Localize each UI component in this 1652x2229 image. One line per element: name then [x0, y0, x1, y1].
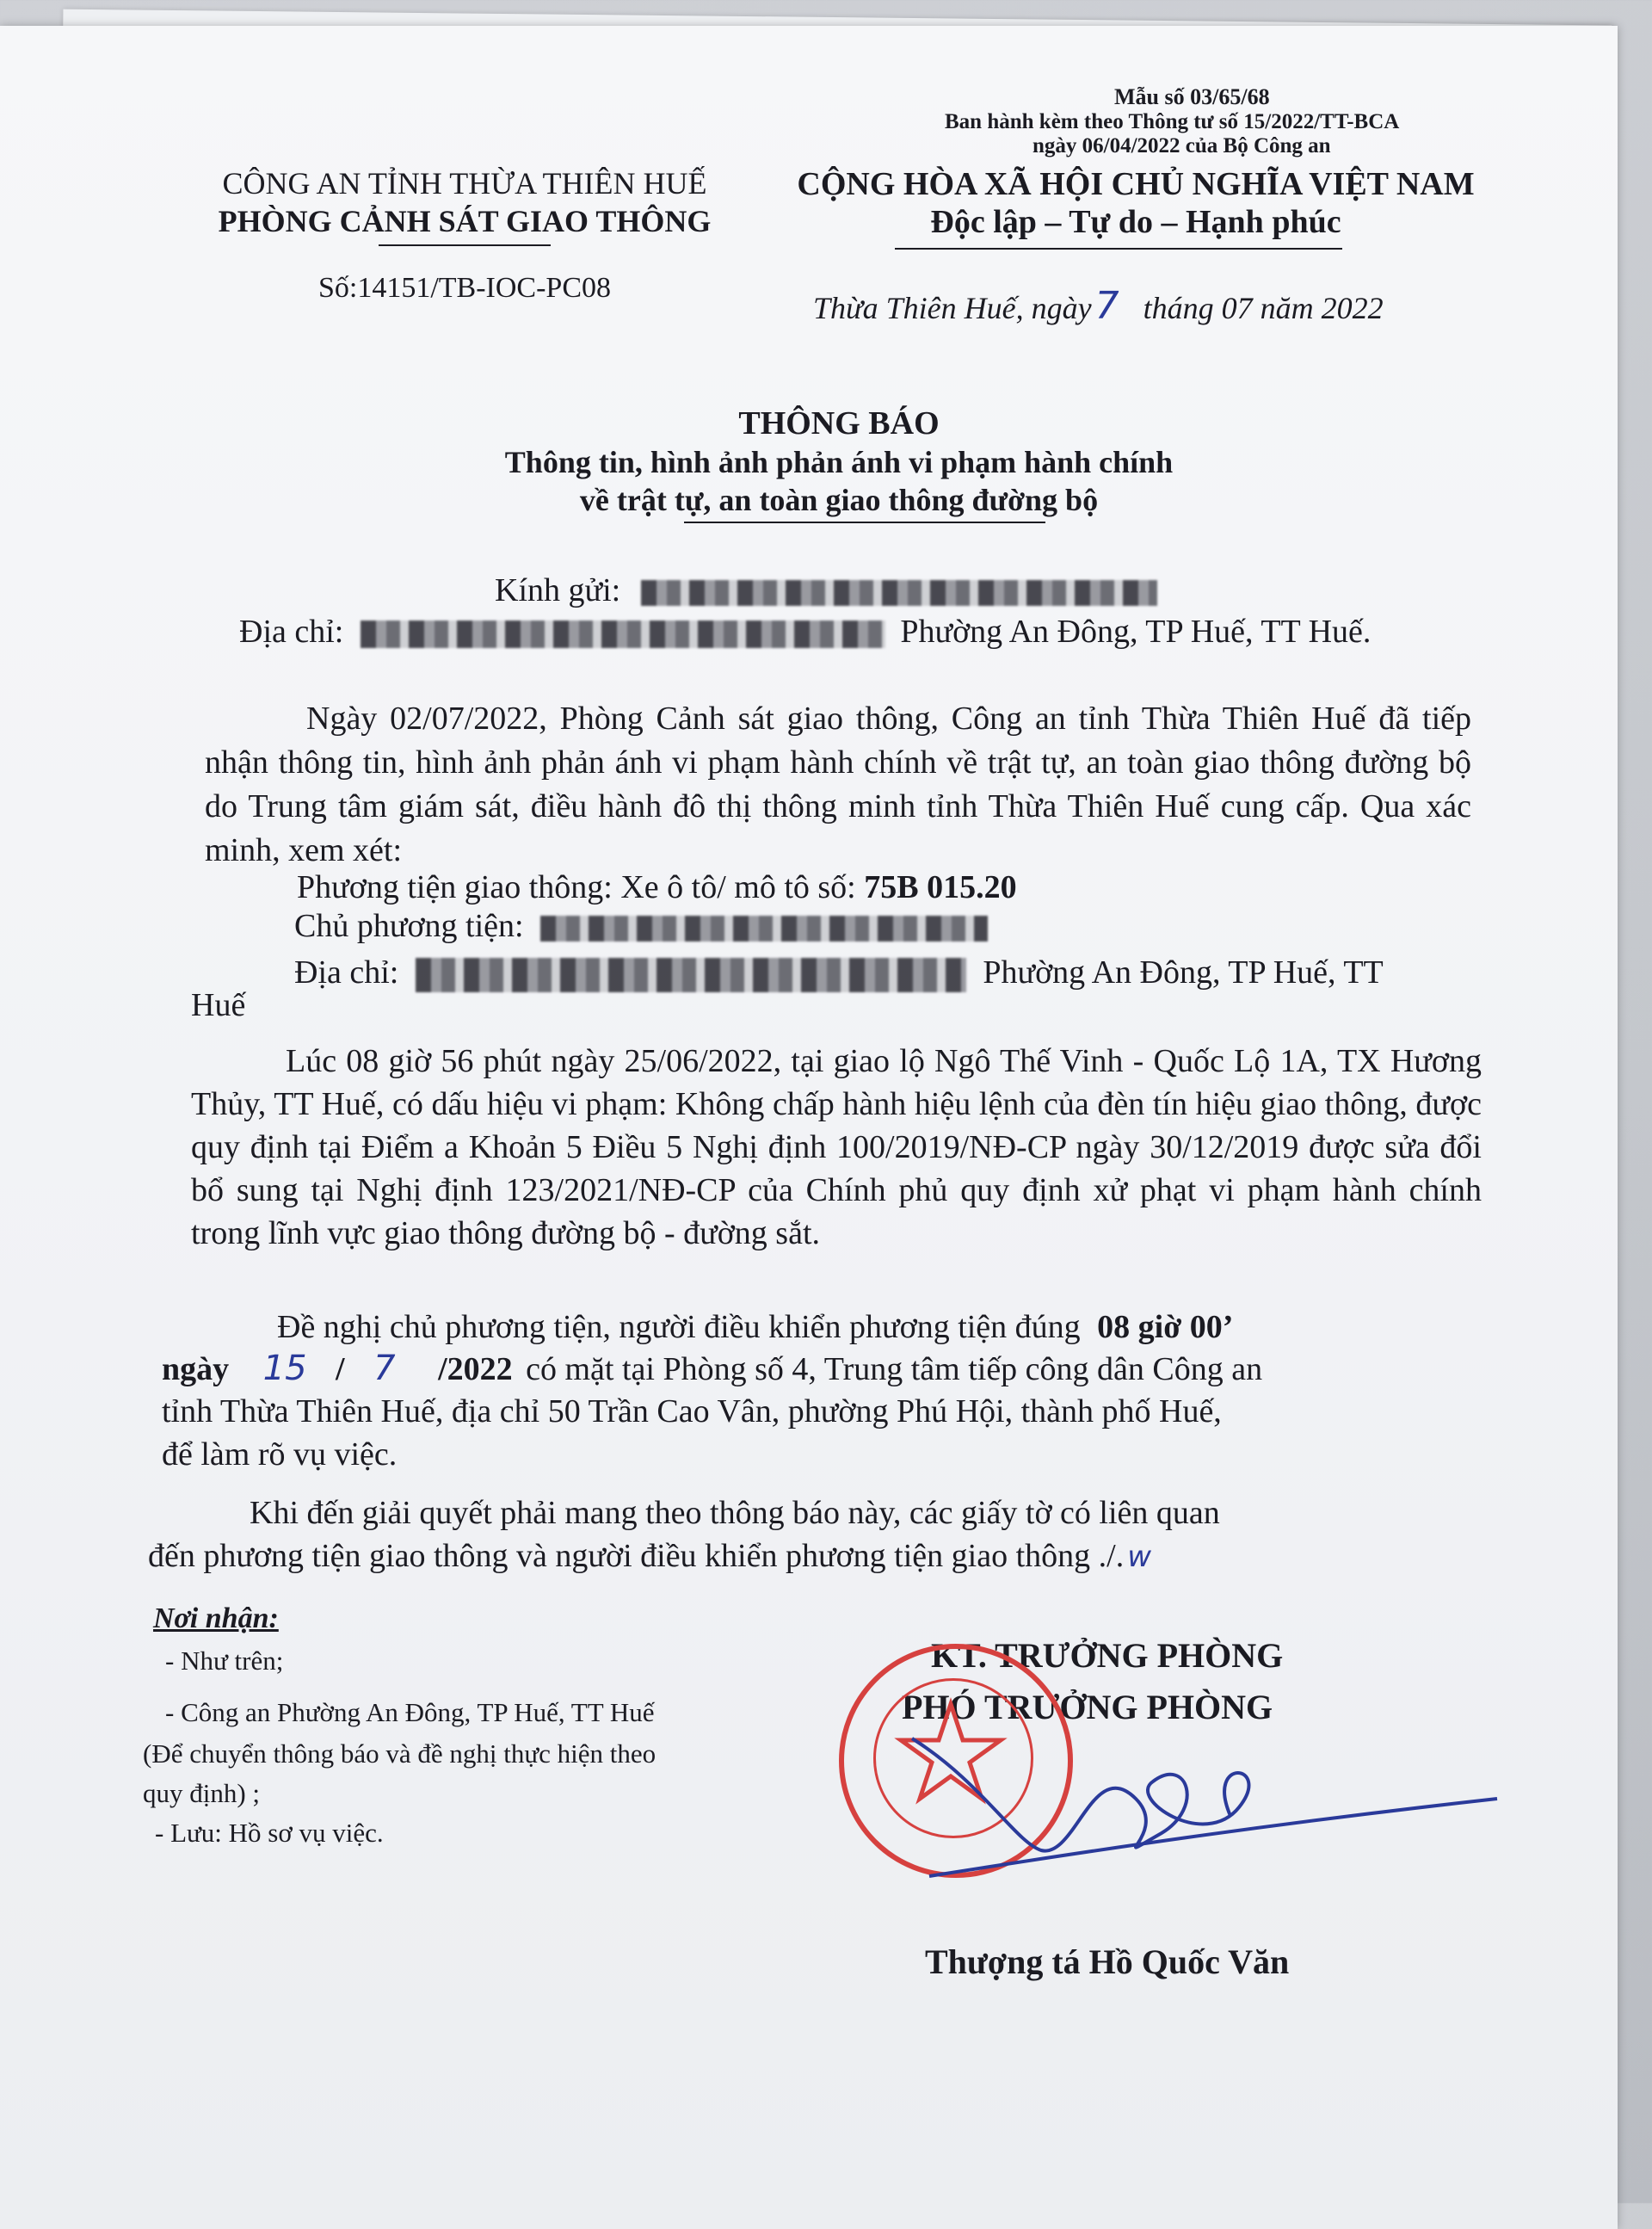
- handwritten-request-month: 7: [373, 1349, 396, 1388]
- owner-label: Chủ phương tiện:: [294, 908, 524, 944]
- recipient-item-1: - Như trên;: [165, 1646, 284, 1676]
- paragraph-request-line4: để làm rõ vụ việc.: [162, 1436, 398, 1473]
- request-ngay: ngày: [162, 1351, 230, 1387]
- handwritten-signature: [878, 1704, 1532, 1928]
- form-issued-line1: Ban hành kèm theo Thông tư số 15/2022/TT-BCA: [945, 110, 1400, 133]
- recipient-item-2: - Công an Phường An Đông, TP Huế, TT Huế: [165, 1697, 655, 1727]
- document-subtitle1: Thông tin, hình ảnh phản ánh vi phạm hành chính: [504, 445, 1174, 479]
- paragraph-request-line1: [277, 1305, 1233, 1349]
- agency-line2: PHÒNG CẢNH SÁT GIAO THÔNG: [218, 204, 712, 238]
- document-title: THÔNG BÁO: [738, 405, 940, 441]
- title-underline: [684, 522, 1045, 523]
- redacted-owner-address: [416, 958, 966, 992]
- request-separator: /: [336, 1351, 345, 1387]
- place-date: [813, 284, 1384, 328]
- request-text-a: Đề nghị chủ phương tiện, người điều khiển phương tiện đúng: [277, 1309, 1081, 1345]
- vehicle-plate: 75B 015.20: [864, 869, 1017, 905]
- form-number: Mẫu số 03/65/68: [1114, 84, 1270, 109]
- recipient-address: [239, 609, 1371, 654]
- paragraph-receipt: Ngày 02/07/2022, Phòng Cảnh sát giao thông, Công an tỉnh Thừa Thiên Huế đã tiếp nhận thông tin, hình ảnh phản ánh vi phạm hành chính về trật tự, an toàn giao thông đường bộ do Trung tâm giám sát, điều hành đô thị thông minh tỉnh Thừa Thiên Huế cung cấp. Qua xác minh, xem xét:: [205, 701, 1471, 868]
- handwritten-initial: w: [1127, 1540, 1152, 1574]
- request-time: 08 giờ 00’: [1097, 1309, 1234, 1345]
- owner-address-wrap: Huế: [191, 987, 246, 1023]
- nation-motto: Độc lập – Tự do – Hạnh phúc: [930, 204, 1341, 240]
- document-page: [0, 26, 1618, 2229]
- place-date-prefix: Thừa Thiên Huế, ngày: [813, 291, 1092, 325]
- dia-chi-label: Địa chỉ:: [239, 614, 344, 650]
- agency-line1: CÔNG AN TỈNH THỪA THIÊN HUẾ: [222, 166, 707, 201]
- recipient-item-4: quy định) ;: [143, 1778, 261, 1808]
- redacted-owner-name: [540, 916, 988, 942]
- place-date-suffix: tháng 07 năm 2022: [1143, 291, 1384, 325]
- document-number: Số:14151/TB-IOC-PC08: [317, 272, 612, 304]
- sign-role-2: PHÓ TRƯỞNG PHÒNG: [902, 1688, 1273, 1726]
- owner-address-tail: Phường An Đông, TP Huế, TT: [983, 954, 1384, 991]
- request-text-b: có mặt tại Phòng số 4, Trung tâm tiếp công dân Công an: [526, 1351, 1263, 1387]
- recipient-item-3: (Để chuyển thông báo và đề nghị thực hiện theo: [143, 1738, 656, 1769]
- handwritten-request-day: 15: [262, 1349, 307, 1388]
- request-year: /2022: [438, 1351, 513, 1387]
- owner-address-label: Địa chỉ:: [294, 954, 399, 991]
- owner-address-line: [294, 950, 1384, 995]
- paragraph-violation: Lúc 08 giờ 56 phút ngày 25/06/2022, tại giao lộ Ngô Thế Vinh - Quốc Lộ 1A, TX Hương Thủy, TT Huế, có dấu hiệu vi phạm: Không chấp hành hiệu lệnh của đèn tín hiệu giao thông, được quy định tại Điểm a Khoản 5 Điều 5 Nghị định 100/2019/NĐ-CP ngày 30/12/2019 được sửa đổi bổ sung tại Nghị định 123/2021/NĐ-CP của Chính phủ quy định xử phạt vi phạm hành chính trong lĩnh vực giao thông đường bộ - đường sắt.: [191, 1043, 1482, 1251]
- paragraph-bring-line2: [148, 1534, 1151, 1579]
- handwritten-day: 7: [1094, 284, 1119, 328]
- nation-title: CỘNG HÒA XÃ HỘI CHỦ NGHĨA VIỆT NAM: [797, 166, 1475, 202]
- sign-role-1: KT. TRƯỞNG PHÒNG: [931, 1636, 1284, 1675]
- paragraph-request-line2: [162, 1346, 1262, 1392]
- recipient-item-5: - Lưu: Hồ sơ vụ việc.: [155, 1818, 384, 1848]
- vehicle-label: Phương tiện giao thông: Xe ô tô/ mô tô số:: [297, 869, 856, 905]
- recipient-label: [495, 568, 1157, 613]
- redacted-recipient-name: [641, 580, 1157, 606]
- paragraph-bring-line1: Khi đến giải quyết phải mang theo thông báo này, các giấy tờ có liên quan: [250, 1495, 1220, 1531]
- paragraph-request-line3: tỉnh Thừa Thiên Huế, địa chỉ 50 Trần Cao Vân, phường Phú Hội, thành phố Huế,: [162, 1393, 1222, 1429]
- owner-line: [294, 904, 988, 948]
- bring-text: đến phương tiện giao thông và người điều khiển phương tiện giao thông ./.: [148, 1538, 1125, 1574]
- agency-underline: [379, 244, 551, 246]
- recipient-address-tail: Phường An Đông, TP Huế, TT Huế.: [900, 614, 1372, 650]
- document-subtitle2: về trật tự, an toàn giao thông đường bộ: [579, 483, 1099, 517]
- kinh-gui-label: Kính gửi:: [495, 572, 621, 608]
- redacted-recipient-address: [361, 621, 885, 648]
- form-issued-line2: ngày 06/04/2022 của Bộ Công an: [1032, 134, 1331, 157]
- recipients-title: Nơi nhận:: [153, 1602, 279, 1634]
- signer-name: Thượng tá Hồ Quốc Văn: [925, 1942, 1290, 1981]
- motto-underline: [895, 248, 1342, 250]
